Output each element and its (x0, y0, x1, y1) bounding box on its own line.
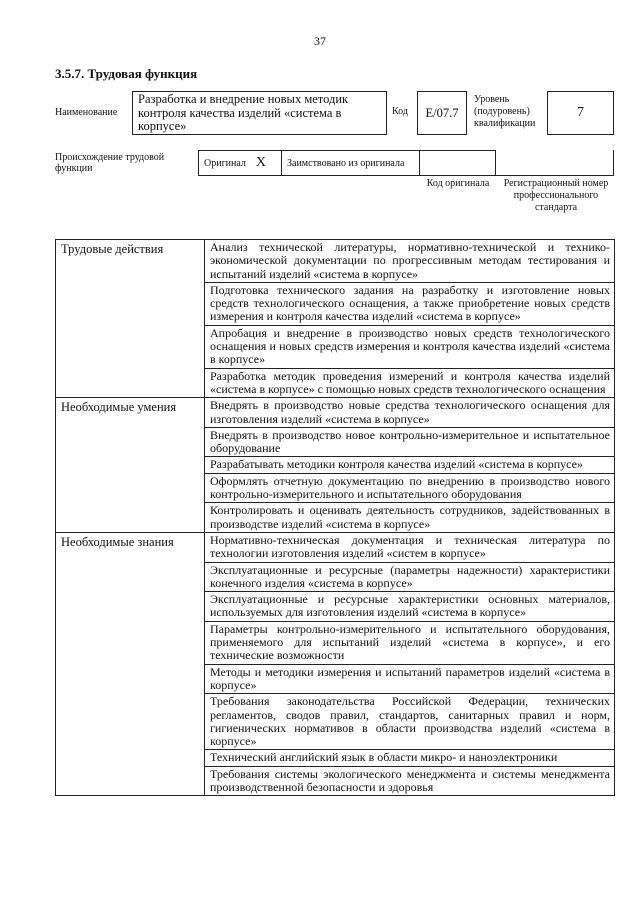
function-name-box: Разработка и внедрение новых методик контроля качества изделий «система в корпусе» (132, 91, 387, 135)
item-cell: Параметры контрольно-измерительного и испытательного оборудования, применяемого для испытаний изделий «система в корпусе», и его технические возможности (205, 621, 615, 664)
item-cell: Эксплуатационные и ресурсные (параметры надежности) характеристики конечного изделия «система в корпусе» (205, 562, 615, 592)
origin-row (198, 150, 614, 176)
level-box: 7 (547, 91, 614, 135)
table-row (56, 398, 615, 428)
item-cell: Апробация и внедрение в производство новых средств технологического оснащения и новых средств измерения и контроля качества изделий «система в корпусе» (205, 325, 615, 368)
item-cell: Подготовка технического задания на разработку и изготовление новых средств технологического оснащения, а также приобретение новых средств измерения и контроля качества изделий «система в корпусе» (205, 282, 615, 325)
item-cell: Технический английский язык в области микро- и наноэлектроники (205, 750, 615, 766)
category-cell: Необходимые умения (56, 398, 205, 533)
section-title: 3.5.7. Трудовая функция (55, 66, 198, 81)
category-cell: Необходимые знания (56, 532, 205, 795)
item-cell: Эксплуатационные и ресурсные характеристики основных материалов, используемых для изготовления изделий «система в корпусе» (205, 592, 615, 622)
reg-number-cell (496, 150, 614, 176)
item-cell: Контролировать и оценивать деятельность сотрудников, задействованных в производстве изделий «система в корпусе» (205, 503, 615, 533)
name-label: Наименование (55, 107, 118, 118)
level-label: Уровень (подуровень) квалификации (474, 94, 536, 129)
original-cell (198, 150, 282, 176)
code-box: E/07.7 (417, 91, 467, 135)
original-code-caption: Код оригинала (426, 178, 490, 189)
item-cell: Требования системы экологического менеджмента и системы менеджмента производственной безопасности и здоровья (205, 766, 615, 796)
table-row (56, 240, 615, 283)
item-cell: Внедрять в производство новые средства технологического оснащения для изготовления изделий «система в корпусе» (205, 398, 615, 428)
code-label: Код (392, 106, 408, 117)
item-cell: Методы и методики измерения и испытаний параметров изделий «система в корпусе» (205, 664, 615, 694)
category-cell: Трудовые действия (56, 240, 205, 398)
item-cell: Нормативно-техническая документация и техническая литература по технологии изготовления изделий «систем в корпусе» (205, 532, 615, 562)
item-cell: Внедрять в производство новое контрольно-измерительное и испытательное оборудование (205, 427, 615, 457)
item-cell: Анализ технической литературы, нормативно-технической и технико-экономической документации по прогрессивным методам тестирования и испытаний изделий «система в корпусе» (205, 240, 615, 283)
original-code-cell (420, 150, 496, 176)
item-cell: Требования законодательства Российской Федерации, технических регламентов, сводов правил, стандартов, санитарных правил и норм, гигиенических нормативов в области производства изделий «система в корпусе» (205, 694, 615, 750)
page-number: 37 (314, 34, 326, 48)
item-cell: Оформлять отчетную документацию по внедрению в производство нового контрольно-измерительного и испытательного оборудования (205, 473, 615, 503)
original-label: Оригинал (204, 157, 246, 169)
functions-table (55, 239, 615, 796)
origin-label: Происхождение трудовой функции (55, 152, 165, 174)
item-cell: Разрабатывать методики контроля качества изделий «система в корпусе» (205, 457, 615, 473)
table-row (56, 532, 615, 562)
item-cell: Разработка методик проведения измерений и контроля качества изделий «система в корпусе» с помощью новых средств технологического оснащения (205, 368, 615, 398)
borrowed-cell: Заимствовано из оригинала (282, 150, 420, 176)
reg-number-caption: Регистрационный номер профессионального стандарта (503, 178, 609, 213)
original-mark: X (255, 155, 267, 170)
